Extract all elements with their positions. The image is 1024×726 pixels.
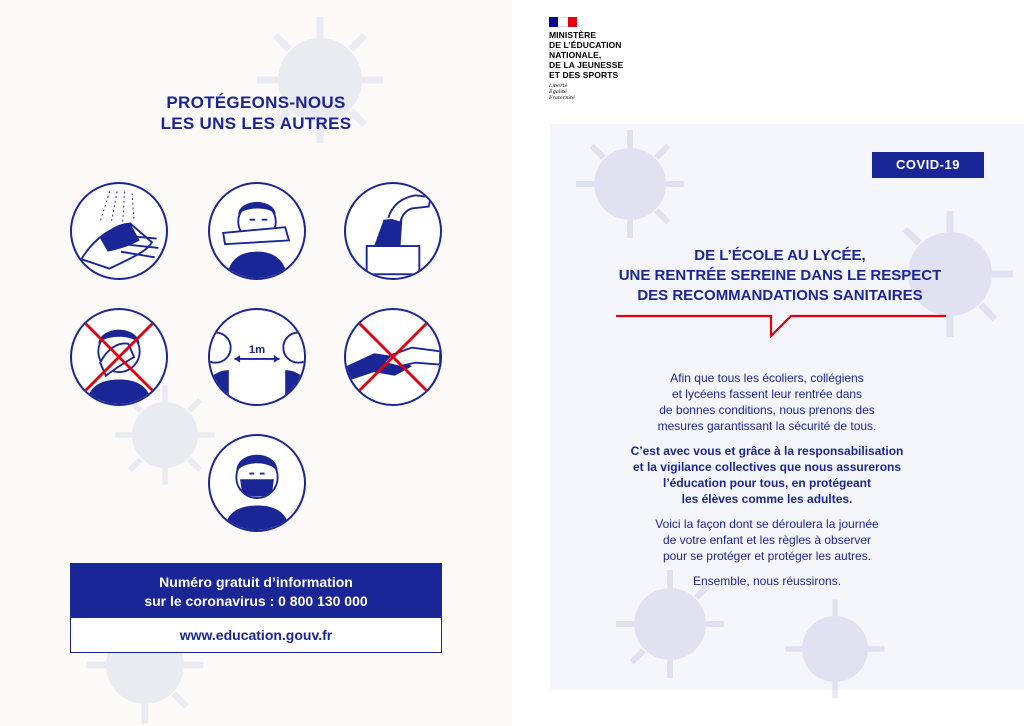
republic-motto: [549, 83, 689, 101]
hotline-line: sur le coronavirus : 0 800 130 000: [144, 593, 368, 609]
headline-line: UNE RENTRÉE SEREINE DANS LE RESPECT: [618, 267, 942, 284]
gesture-sneeze-in-elbow: [208, 182, 306, 280]
physical-distance-icon: [210, 310, 304, 404]
gesture-face-mask: [208, 434, 306, 532]
disposable-tissue-icon: [346, 184, 440, 278]
text-line: pour se protéger et protéger les autres.: [662, 549, 872, 563]
info-box: [70, 563, 442, 653]
ministry-name: [549, 30, 689, 80]
sneeze-in-elbow-icon: [210, 184, 304, 278]
hand-washing-icon: [72, 184, 166, 278]
virus-background-icon: [570, 124, 690, 244]
no-face-touching-icon: [72, 310, 166, 404]
gesture-no-face-touching: [70, 308, 168, 406]
text-line: mesures garantissant la sécurité de tous.: [657, 419, 877, 433]
right-page: [512, 0, 1024, 726]
distance-label: 1m: [248, 344, 266, 357]
intro-paragraph: [582, 370, 952, 434]
text-line: et la vigilance collectives que nous assurerons: [632, 460, 902, 474]
ministry-name-line: DE L’ÉDUCATION: [549, 40, 622, 50]
headline-line: DE L’ÉCOLE AU LYCÉE,: [694, 247, 866, 264]
text-line: Afin que tous les écoliers, collégiens: [670, 371, 864, 385]
motto-line: Liberté: [549, 83, 568, 89]
hotline-line: Numéro gratuit d’information: [159, 574, 353, 590]
ministry-name-line: MINISTÈRE: [549, 30, 597, 40]
text-line: Voici la façon dont se déroulera la journée: [655, 517, 879, 531]
gesture-no-handshake: [344, 308, 442, 406]
left-page-title: [60, 92, 452, 134]
closing-paragraph: Ensemble, nous réussirons.: [692, 574, 842, 588]
covid-badge: COVID-19: [872, 152, 984, 178]
text-line: les élèves comme les adultes.: [681, 492, 853, 506]
ministry-name-line: DE LA JEUNESSE: [549, 60, 624, 70]
headline: [574, 246, 986, 306]
no-handshake-icon: [346, 310, 440, 404]
speech-bubble-underline-icon: [616, 312, 946, 338]
ministry-name-line: ET DES SPORTS: [549, 70, 619, 80]
text-line: C’est avec vous et grâce à la responsabilisation: [630, 444, 904, 458]
text-line: de bonnes conditions, nous prenons des: [659, 403, 875, 417]
headline-line: DES RECOMMANDATIONS SANITAIRES: [637, 287, 923, 304]
hotline-banner: [71, 564, 441, 618]
gesture-physical-distance: [208, 308, 306, 406]
french-flag-icon: [549, 17, 577, 27]
face-mask-icon: [210, 436, 304, 530]
schedule-paragraph: [582, 516, 952, 564]
responsibility-paragraph: [582, 443, 952, 507]
virus-background-icon: [780, 594, 890, 704]
text-line: de votre enfant et les règles à observer: [662, 533, 872, 547]
ministry-logo: [549, 17, 689, 101]
text-line: et lycéens fassent leur rentrée dans: [671, 387, 863, 401]
title-line: PROTÉGEONS-NOUS: [166, 93, 346, 112]
body-text: [582, 370, 952, 598]
title-line: LES UNS LES AUTRES: [160, 114, 352, 133]
motto-line: Fraternité: [549, 95, 575, 101]
text-line: l’éducation pour tous, en protégeant: [662, 476, 871, 490]
ministry-name-line: NATIONALE,: [549, 50, 602, 60]
website-link[interactable]: www.education.gouv.fr: [179, 627, 333, 643]
gesture-tissue: [344, 182, 442, 280]
gesture-hand-washing: [70, 182, 168, 280]
motto-line: Égalité: [549, 89, 567, 95]
